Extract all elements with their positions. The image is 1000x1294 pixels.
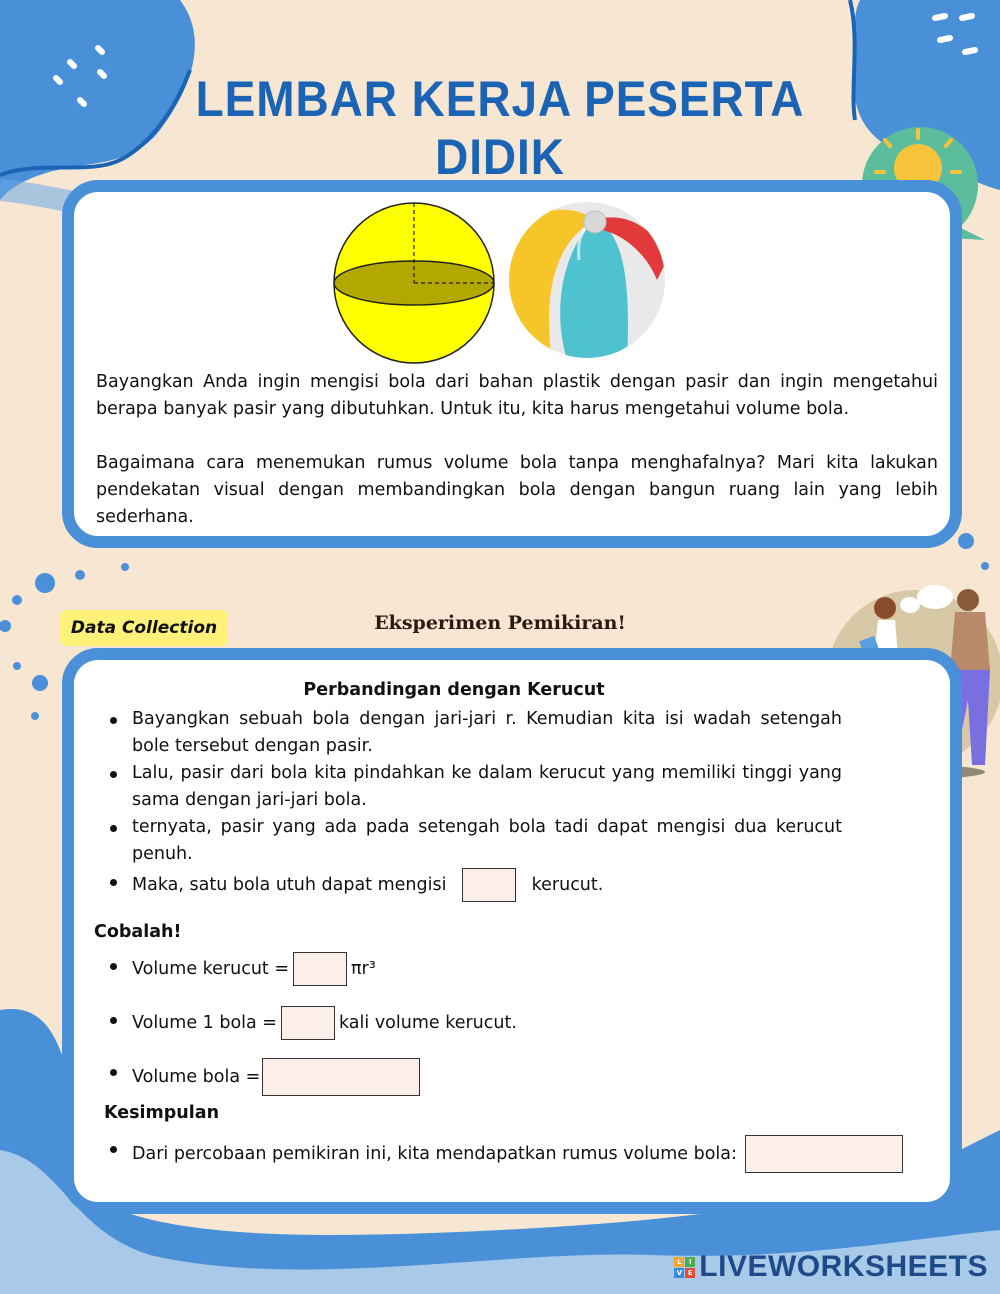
liveworksheets-logo <box>674 1250 988 1284</box>
intro-paragraph-1: Bayangkan Anda ingin mengisi bola dari bahan plastik dengan pasir dan ingin mengetahui berapa banyak pasir yang dibutuhkan. Untuk itu, kita harus mengetahui volume bola. <box>96 372 938 419</box>
try-label: Cobalah! <box>94 922 182 942</box>
row-volume-ball-ratio <box>132 1006 517 1040</box>
row1-suffix: πr³ <box>351 959 376 979</box>
intro-paragraph-2: Bagaimana cara menemukan rumus volume bola tanpa menghafalnya? Mari kita lakukan pendekatan visual dengan membandingkan bola dengan bangun ruang lain yang lebih sederhana. <box>96 453 938 527</box>
row3-label: Volume bola = <box>132 1067 261 1087</box>
sphere-diagram <box>331 200 497 366</box>
list-item <box>132 868 842 902</box>
row-volume-ball <box>132 1058 424 1096</box>
row-conclusion <box>132 1135 907 1173</box>
beach-ball-image <box>507 200 667 360</box>
row-volume-cone <box>132 952 376 986</box>
list-item: Lalu, pasir dari bola kita pindahkan ke dalam kerucut yang memiliki tinggi yang sama dengan jari-jari bola. <box>132 760 842 814</box>
section-title: Eksperimen Pemikiran! <box>374 612 626 634</box>
answer-box-cone-coefficient[interactable] <box>293 952 347 986</box>
row2-suffix: kali volume kerucut. <box>338 1013 517 1033</box>
last-bullet-suffix: kerucut. <box>531 875 604 895</box>
conclusion-text: Dari percobaan pemikiran ini, kita mendapatkan rumus volume bola: <box>132 1144 737 1164</box>
list-item: Bayangkan sebuah bola dengan jari-jari r. Kemudian kita isi wadah setengah bole tersebut dengan pasir. <box>132 706 842 760</box>
experiment-list <box>96 706 842 902</box>
row1-label: Volume kerucut = <box>132 959 290 979</box>
logo-wordmark: LIVEWORKSHEETS <box>699 1250 988 1283</box>
page-title: LEMBAR KERJA PESERTA DIDIK <box>195 71 805 185</box>
answer-box-cone-count[interactable] <box>462 868 516 902</box>
list-item: ternyata, pasir yang ada pada setengah bola tadi dapat mengisi dua kerucut penuh. <box>132 814 842 868</box>
last-bullet-prefix: Maka, satu bola utuh dapat mengisi <box>132 875 447 895</box>
intro-card <box>62 180 962 548</box>
experiment-subtitle: Perbandingan dengan Kerucut <box>303 680 605 700</box>
row2-label: Volume 1 bola = <box>132 1013 277 1033</box>
answer-box-ball-volume[interactable] <box>262 1058 420 1096</box>
data-collection-badge: Data Collection <box>60 610 228 646</box>
conclusion-label: Kesimpulan <box>104 1103 220 1123</box>
experiment-card <box>62 648 962 1214</box>
answer-box-formula[interactable] <box>745 1135 903 1173</box>
answer-box-ball-ratio[interactable] <box>281 1006 335 1040</box>
logo-grid-icon: L I V E <box>674 1257 695 1278</box>
